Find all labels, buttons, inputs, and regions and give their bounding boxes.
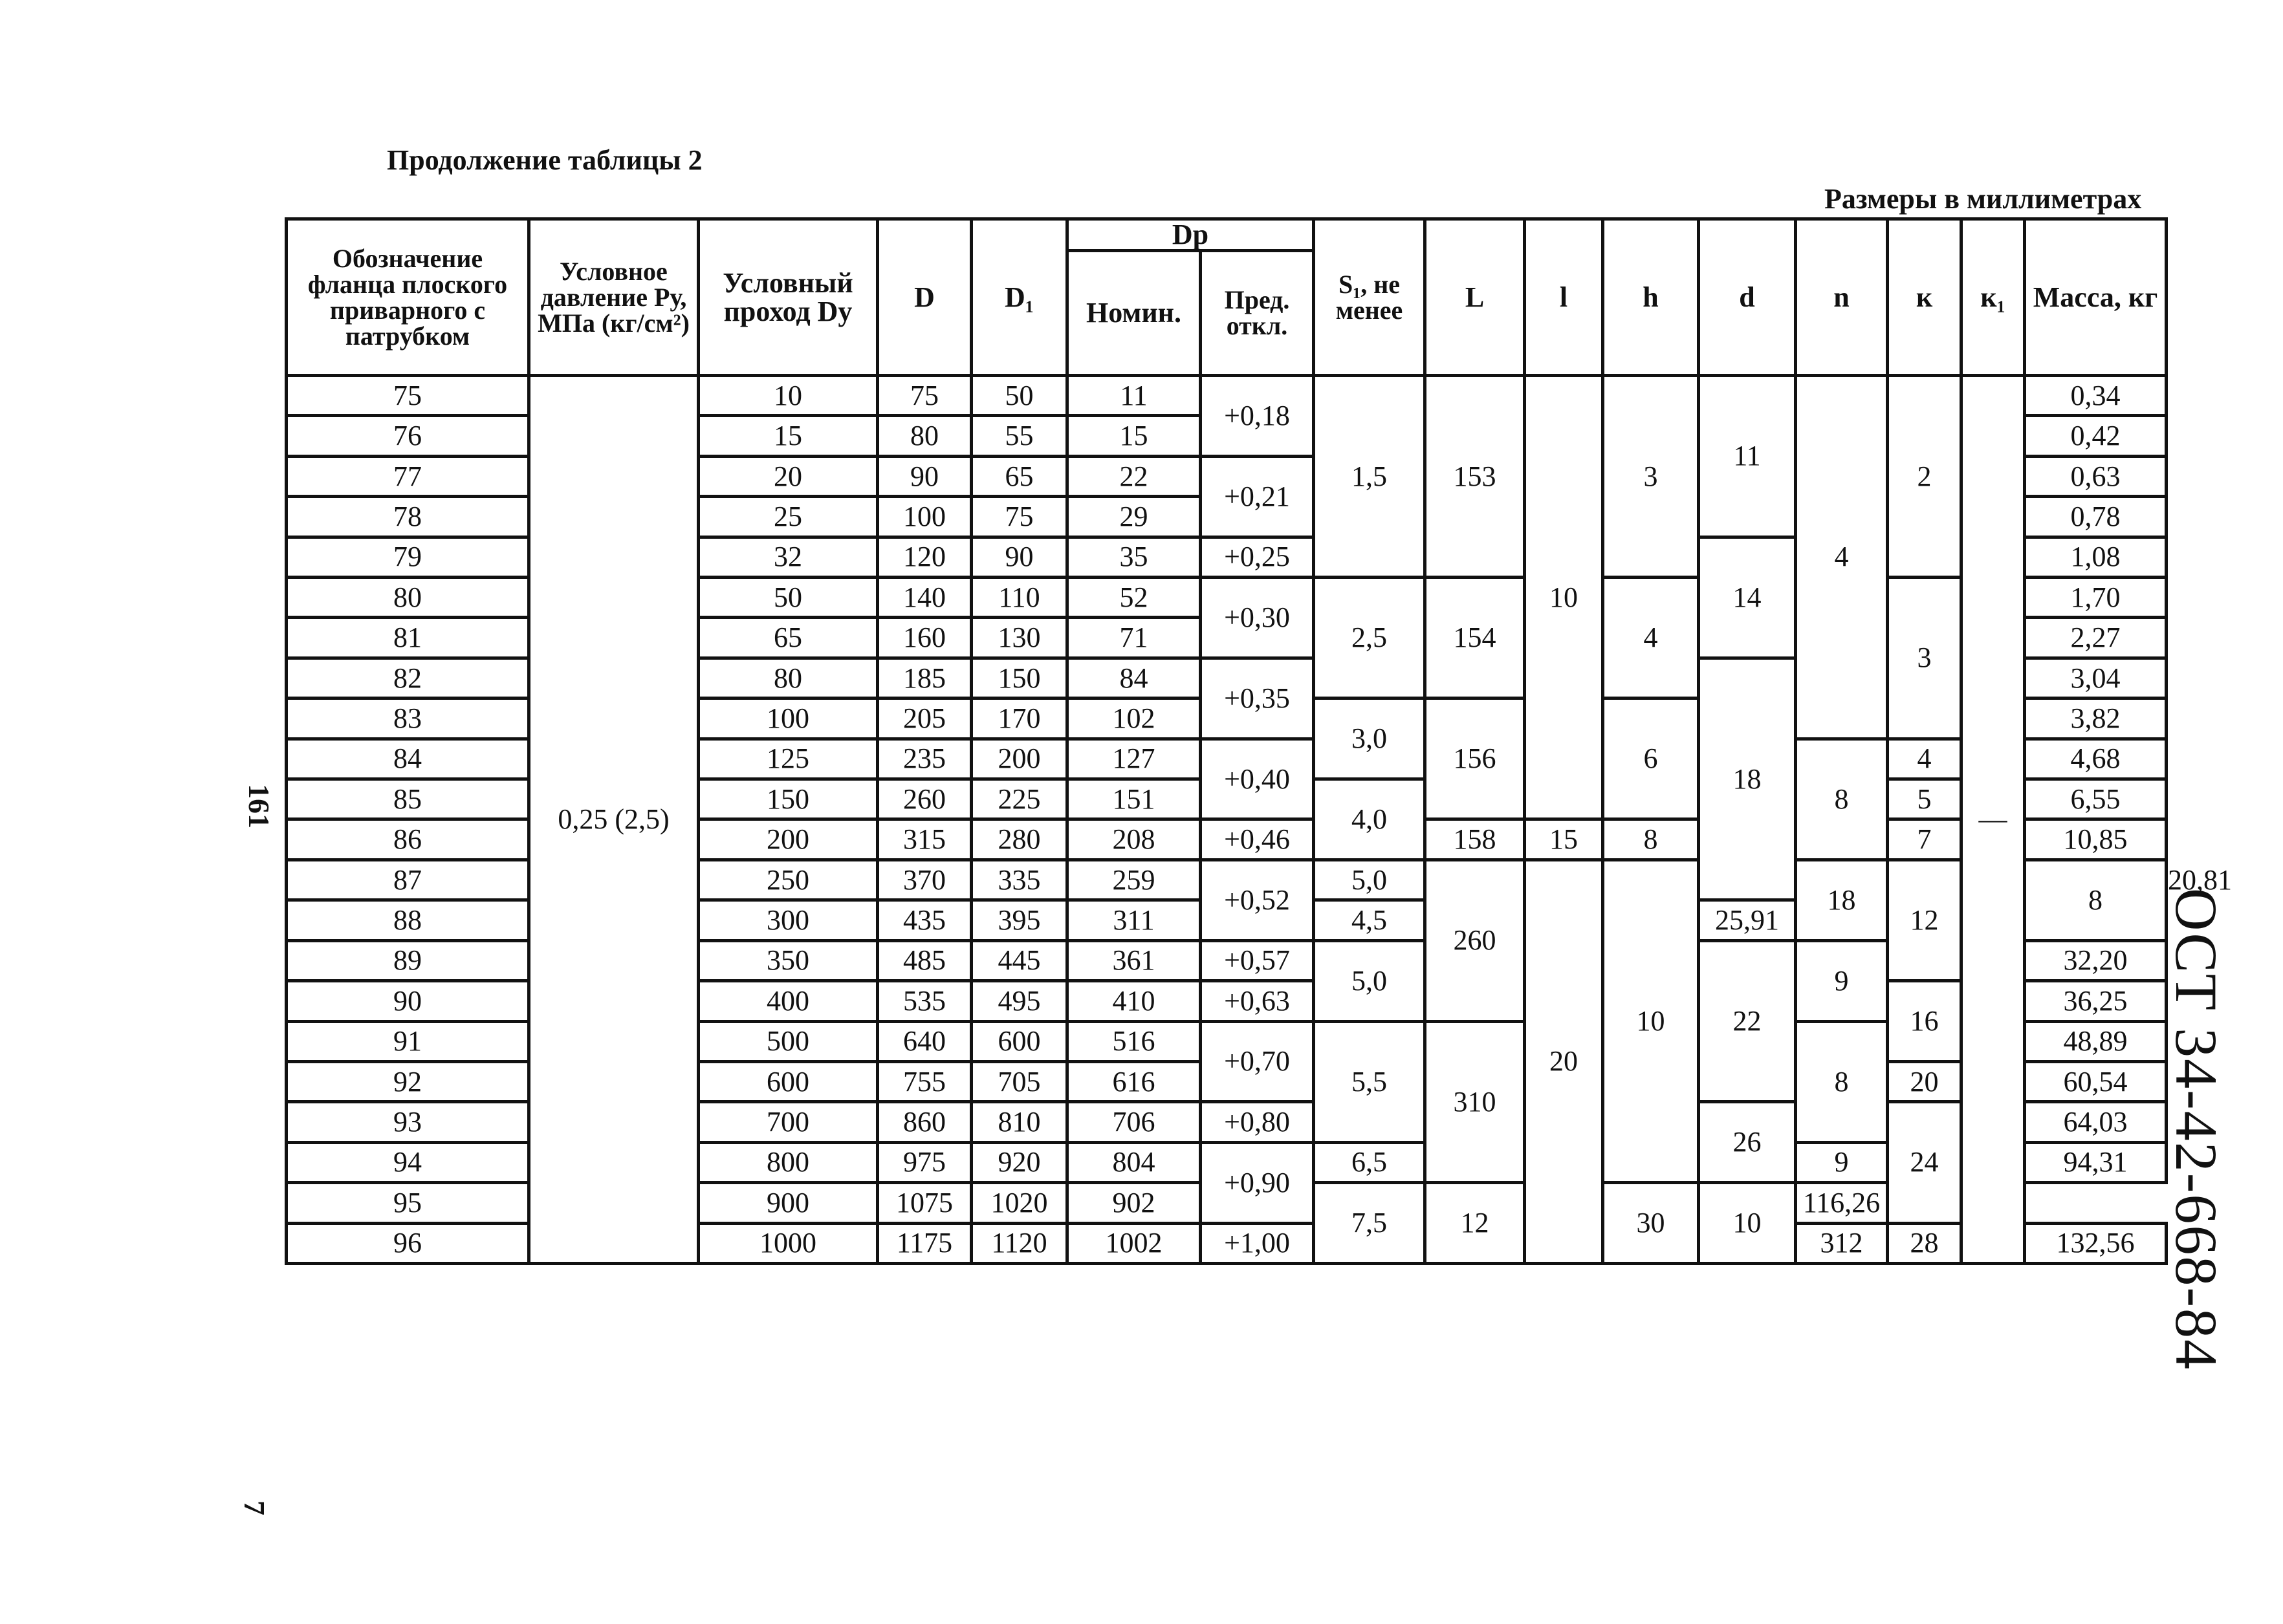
k-cell: 8 bbox=[2025, 860, 2167, 940]
k-cell: 7 bbox=[1888, 819, 1961, 860]
d-cell: 18 bbox=[1699, 658, 1796, 900]
dp-nominal-cell: 804 bbox=[1067, 1142, 1201, 1182]
flange-cell: 81 bbox=[287, 618, 529, 658]
s1-cell: 5,5 bbox=[1314, 1021, 1425, 1142]
dn-cell: 20 bbox=[699, 456, 878, 496]
flange-cell: 92 bbox=[287, 1061, 529, 1101]
dp-nominal-cell: 127 bbox=[1067, 739, 1201, 779]
mass-cell: 36,25 bbox=[2025, 981, 2167, 1021]
flange-cell: 89 bbox=[287, 940, 529, 980]
mass-cell: 3,04 bbox=[2025, 658, 2167, 698]
L-cell: 153 bbox=[1425, 376, 1525, 578]
mass-cell: 2,27 bbox=[2025, 618, 2167, 658]
flange-cell: 82 bbox=[287, 658, 529, 698]
k-cell: 8 bbox=[1796, 1021, 1888, 1142]
h-cell: 12 bbox=[1425, 1183, 1525, 1264]
L-cell: 158 bbox=[1425, 819, 1525, 860]
header-k: к bbox=[1888, 219, 1961, 376]
dn-cell: 50 bbox=[699, 578, 878, 618]
s1-cell: 3,0 bbox=[1314, 698, 1425, 779]
D1-cell: 55 bbox=[972, 416, 1067, 456]
mass-cell: 48,89 bbox=[2025, 1021, 2167, 1061]
D-cell: 235 bbox=[878, 739, 972, 779]
D1-cell: 395 bbox=[972, 900, 1067, 940]
flange-cell: 95 bbox=[287, 1183, 529, 1223]
mass-cell: 32,20 bbox=[2025, 940, 2167, 980]
D1-cell: 705 bbox=[972, 1061, 1067, 1101]
L-cell: 156 bbox=[1425, 698, 1525, 819]
dn-cell: 65 bbox=[699, 618, 878, 658]
k-cell: 9 bbox=[1796, 1142, 1888, 1182]
dp-nominal-cell: 35 bbox=[1067, 537, 1201, 577]
dn-cell: 900 bbox=[699, 1183, 878, 1223]
D-cell: 975 bbox=[878, 1142, 972, 1182]
l-cell: 20 bbox=[1525, 860, 1603, 1263]
dp-nominal-cell: 706 bbox=[1067, 1102, 1201, 1142]
flange-cell: 80 bbox=[287, 578, 529, 618]
D-cell: 90 bbox=[878, 456, 972, 496]
D1-cell: 50 bbox=[972, 376, 1067, 416]
k-cell: 3 bbox=[1888, 578, 1961, 739]
dp-nominal-cell: 616 bbox=[1067, 1061, 1201, 1101]
dp-tolerance-cell: +0,80 bbox=[1201, 1102, 1314, 1142]
header-D1: D₁ bbox=[972, 219, 1067, 376]
h-cell: 6 bbox=[1603, 698, 1699, 819]
D-cell: 485 bbox=[878, 940, 972, 980]
D-cell: 755 bbox=[878, 1061, 972, 1101]
header-k1: к₁ bbox=[1961, 219, 2025, 376]
k-cell: 2 bbox=[1888, 376, 1961, 578]
dn-cell: 250 bbox=[699, 860, 878, 900]
dp-nominal-cell: 11 bbox=[1067, 376, 1201, 416]
header-l: l bbox=[1525, 219, 1603, 376]
n-cell: 28 bbox=[1888, 1223, 1961, 1263]
dp-nominal-cell: 410 bbox=[1067, 981, 1201, 1021]
n-cell: 20 bbox=[1888, 1061, 1961, 1101]
dn-cell: 300 bbox=[699, 900, 878, 940]
table-row: 87 250 370 335 259 +0,52 5,0 260 20 10 18 12 8 20,81 bbox=[287, 860, 2167, 900]
dp-nominal-cell: 84 bbox=[1067, 658, 1201, 698]
mass-cell: 94,31 bbox=[2025, 1142, 2167, 1182]
D1-cell: 170 bbox=[972, 698, 1067, 739]
n-cell: 4 bbox=[1796, 376, 1888, 739]
s1-cell: 4,5 bbox=[1314, 900, 1425, 940]
s1-cell: 7,5 bbox=[1314, 1183, 1425, 1264]
dp-nominal-cell: 102 bbox=[1067, 698, 1201, 739]
D-cell: 205 bbox=[878, 698, 972, 739]
flange-cell: 91 bbox=[287, 1021, 529, 1061]
dn-cell: 700 bbox=[699, 1102, 878, 1142]
dn-cell: 100 bbox=[699, 698, 878, 739]
D-cell: 100 bbox=[878, 497, 972, 537]
k-cell: 4 bbox=[1888, 739, 1961, 779]
header-pressure: Условное давление Ру, МПа (кг/см²) bbox=[529, 219, 699, 376]
dn-cell: 32 bbox=[699, 537, 878, 577]
d-cell: 30 bbox=[1603, 1183, 1699, 1264]
D1-cell: 810 bbox=[972, 1102, 1067, 1142]
header-mass: Масса, кг bbox=[2025, 219, 2167, 376]
mass-cell: 60,54 bbox=[2025, 1061, 2167, 1101]
dp-nominal-cell: 208 bbox=[1067, 819, 1201, 860]
dp-nominal-cell: 902 bbox=[1067, 1183, 1201, 1223]
dp-tolerance-cell: +0,46 bbox=[1201, 819, 1314, 860]
mass-cell: 116,26 bbox=[1796, 1183, 1888, 1223]
header-dp-tolerance: Пред. откл. bbox=[1201, 251, 1314, 376]
dp-tolerance-cell: +0,90 bbox=[1201, 1142, 1314, 1223]
D1-cell: 495 bbox=[972, 981, 1067, 1021]
mass-cell: 0,78 bbox=[2025, 497, 2167, 537]
flange-cell: 96 bbox=[287, 1223, 529, 1263]
h-cell: 3 bbox=[1603, 376, 1699, 578]
L-cell: 310 bbox=[1425, 1021, 1525, 1183]
n-cell: 12 bbox=[1888, 860, 1961, 980]
l-cell: 10 bbox=[1525, 376, 1603, 819]
mass-cell: 6,55 bbox=[2025, 779, 2167, 819]
k-cell: 10 bbox=[1699, 1183, 1796, 1264]
D-cell: 185 bbox=[878, 658, 972, 698]
dp-tolerance-cell: +0,21 bbox=[1201, 456, 1314, 537]
flange-cell: 93 bbox=[287, 1102, 529, 1142]
D-cell: 75 bbox=[878, 376, 972, 416]
D1-cell: 150 bbox=[972, 658, 1067, 698]
s1-cell: 1,5 bbox=[1314, 376, 1425, 578]
units-note: Размеры в миллиметрах bbox=[1824, 183, 2142, 215]
dp-nominal-cell: 259 bbox=[1067, 860, 1201, 900]
dn-cell: 600 bbox=[699, 1061, 878, 1101]
header-Dp: Dр bbox=[1067, 219, 1314, 251]
dp-nominal-cell: 516 bbox=[1067, 1021, 1201, 1061]
mass-cell: 0,63 bbox=[2025, 456, 2167, 496]
l-cell: 15 bbox=[1525, 819, 1603, 860]
mass-cell: 1,70 bbox=[2025, 578, 2167, 618]
D1-cell: 1120 bbox=[972, 1223, 1067, 1263]
D1-cell: 445 bbox=[972, 940, 1067, 980]
d-cell: 22 bbox=[1699, 940, 1796, 1102]
dn-cell: 400 bbox=[699, 981, 878, 1021]
dp-nominal-cell: 151 bbox=[1067, 779, 1201, 819]
d-cell: 11 bbox=[1699, 376, 1796, 537]
k-cell: 9 bbox=[1796, 940, 1888, 1021]
mass-cell: 25,91 bbox=[1699, 900, 1796, 940]
d-cell: 26 bbox=[1699, 1102, 1796, 1183]
mass-cell: 10,85 bbox=[2025, 819, 2167, 860]
header-dp-nominal: Номин. bbox=[1067, 251, 1201, 376]
n-cell: 8 bbox=[1796, 739, 1888, 860]
mass-cell: 3,82 bbox=[2025, 698, 2167, 739]
D1-cell: 90 bbox=[972, 537, 1067, 577]
header-n: n bbox=[1796, 219, 1888, 376]
k1-cell: — bbox=[1961, 376, 2025, 1264]
dn-cell: 25 bbox=[699, 497, 878, 537]
n-cell: 16 bbox=[1888, 981, 1961, 1062]
s1-cell: 5,0 bbox=[1314, 940, 1425, 1021]
header-D: D bbox=[878, 219, 972, 376]
document-code-text: ОСТ 34-42-668-84 bbox=[2163, 887, 2229, 1371]
D1-cell: 280 bbox=[972, 819, 1067, 860]
s1-cell: 4,0 bbox=[1314, 779, 1425, 860]
dn-cell: 80 bbox=[699, 658, 878, 698]
D1-cell: 1020 bbox=[972, 1183, 1067, 1223]
header-s1: S₁, не менее bbox=[1314, 219, 1425, 376]
flange-cell: 75 bbox=[287, 376, 529, 416]
dn-cell: 1000 bbox=[699, 1223, 878, 1263]
mass-cell: 64,03 bbox=[2025, 1102, 2167, 1142]
flange-cell: 83 bbox=[287, 698, 529, 739]
D1-cell: 920 bbox=[972, 1142, 1067, 1182]
table-caption: Продолжение таблицы 2 bbox=[387, 144, 703, 176]
D-cell: 160 bbox=[878, 618, 972, 658]
dp-nominal-cell: 311 bbox=[1067, 900, 1201, 940]
dp-nominal-cell: 1002 bbox=[1067, 1223, 1201, 1263]
mass-cell: 1,08 bbox=[2025, 537, 2167, 577]
side-page-number: 161 bbox=[243, 784, 276, 828]
s1-cell: 6,5 bbox=[1314, 1142, 1425, 1182]
h-cell: 8 bbox=[1603, 819, 1699, 860]
dn-cell: 10 bbox=[699, 376, 878, 416]
dp-nominal-cell: 29 bbox=[1067, 497, 1201, 537]
D-cell: 860 bbox=[878, 1102, 972, 1142]
D1-cell: 65 bbox=[972, 456, 1067, 496]
s1-cell: 2,5 bbox=[1314, 578, 1425, 698]
D1-cell: 75 bbox=[972, 497, 1067, 537]
h-cell: 4 bbox=[1603, 578, 1699, 698]
dp-tolerance-cell: +0,52 bbox=[1201, 860, 1314, 940]
D-cell: 120 bbox=[878, 537, 972, 577]
flange-cell: 77 bbox=[287, 456, 529, 496]
flange-cell: 88 bbox=[287, 900, 529, 940]
n-cell: 24 bbox=[1888, 1102, 1961, 1223]
side-mark: 7 bbox=[238, 1500, 271, 1515]
flange-cell: 86 bbox=[287, 819, 529, 860]
D-cell: 80 bbox=[878, 416, 972, 456]
flange-cell: 79 bbox=[287, 537, 529, 577]
D1-cell: 600 bbox=[972, 1021, 1067, 1061]
d-cell: 18 bbox=[1796, 860, 1888, 940]
dn-cell: 200 bbox=[699, 819, 878, 860]
dp-nominal-cell: 71 bbox=[1067, 618, 1201, 658]
dp-tolerance-cell: +0,57 bbox=[1201, 940, 1314, 980]
dp-nominal-cell: 52 bbox=[1067, 578, 1201, 618]
header-d: d bbox=[1699, 219, 1796, 376]
D-cell: 140 bbox=[878, 578, 972, 618]
dn-cell: 125 bbox=[699, 739, 878, 779]
mass-cell: 132,56 bbox=[2025, 1223, 2167, 1263]
dp-tolerance-cell: +0,40 bbox=[1201, 739, 1314, 819]
D1-cell: 335 bbox=[972, 860, 1067, 900]
L-cell: 260 bbox=[1425, 860, 1525, 1021]
dp-tolerance-cell: +0,35 bbox=[1201, 658, 1314, 739]
D1-cell: 225 bbox=[972, 779, 1067, 819]
mass-cell: 0,42 bbox=[2025, 416, 2167, 456]
D-cell: 1175 bbox=[878, 1223, 972, 1263]
flange-cell: 90 bbox=[287, 981, 529, 1021]
D-cell: 640 bbox=[878, 1021, 972, 1061]
flange-cell: 78 bbox=[287, 497, 529, 537]
dn-cell: 150 bbox=[699, 779, 878, 819]
flange-cell: 87 bbox=[287, 860, 529, 900]
flange-cell: 76 bbox=[287, 416, 529, 456]
mass-cell: 4,68 bbox=[2025, 739, 2167, 779]
L-cell: 154 bbox=[1425, 578, 1525, 698]
d-cell: 14 bbox=[1699, 537, 1796, 658]
dn-cell: 800 bbox=[699, 1142, 878, 1182]
dn-cell: 350 bbox=[699, 940, 878, 980]
D1-cell: 200 bbox=[972, 739, 1067, 779]
header-h: h bbox=[1603, 219, 1699, 376]
D-cell: 260 bbox=[878, 779, 972, 819]
L-cell: 312 bbox=[1796, 1223, 1888, 1263]
h-cell: 10 bbox=[1603, 860, 1699, 1182]
D-cell: 535 bbox=[878, 981, 972, 1021]
flange-cell: 94 bbox=[287, 1142, 529, 1182]
D-cell: 370 bbox=[878, 860, 972, 900]
table-row bbox=[287, 376, 2167, 416]
dp-nominal-cell: 22 bbox=[1067, 456, 1201, 496]
dp-tolerance-cell: +0,30 bbox=[1201, 578, 1314, 658]
header-dn: Условный проход Dy bbox=[699, 219, 878, 376]
dp-tolerance-cell: +0,70 bbox=[1201, 1021, 1314, 1102]
dp-tolerance-cell: +0,25 bbox=[1201, 537, 1314, 577]
header-flange: Обозначение фланца плоского приварного с патрубком bbox=[287, 219, 529, 376]
header-L: L bbox=[1425, 219, 1525, 376]
dp-tolerance-cell: +1,00 bbox=[1201, 1223, 1314, 1263]
dp-tolerance-cell: +0,18 bbox=[1201, 376, 1314, 457]
flange-cell: 84 bbox=[287, 739, 529, 779]
dp-nominal-cell: 361 bbox=[1067, 940, 1201, 980]
dp-tolerance-cell: +0,63 bbox=[1201, 981, 1314, 1021]
flange-cell: 85 bbox=[287, 779, 529, 819]
D-cell: 435 bbox=[878, 900, 972, 940]
mass-cell: 0,34 bbox=[2025, 376, 2167, 416]
s1-cell: 5,0 bbox=[1314, 860, 1425, 900]
dn-cell: 500 bbox=[699, 1021, 878, 1061]
dp-nominal-cell: 15 bbox=[1067, 416, 1201, 456]
D1-cell: 110 bbox=[972, 578, 1067, 618]
D-cell: 1075 bbox=[878, 1183, 972, 1223]
D-cell: 315 bbox=[878, 819, 972, 860]
k-cell: 5 bbox=[1888, 779, 1961, 819]
dn-cell: 15 bbox=[699, 416, 878, 456]
D1-cell: 130 bbox=[972, 618, 1067, 658]
pressure-cell: 0,25 (2,5) bbox=[529, 376, 699, 1264]
